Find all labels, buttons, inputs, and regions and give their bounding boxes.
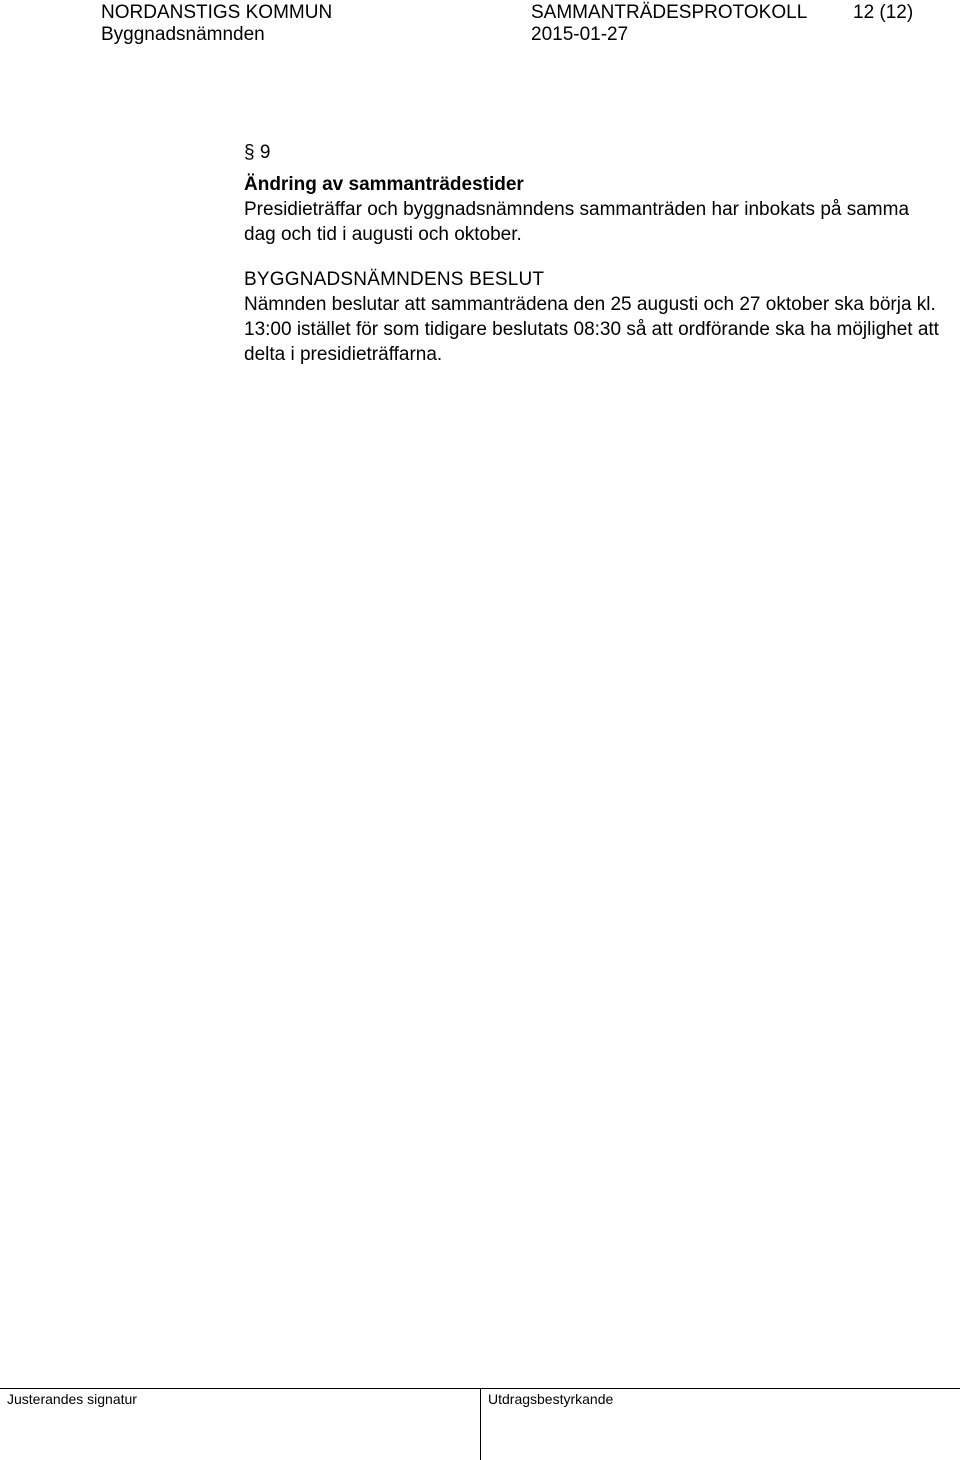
page-number: 12 (12) <box>853 2 914 23</box>
signature-label: Justerandes signatur <box>7 1391 137 1407</box>
paragraph-number: § 9 <box>244 142 271 163</box>
footer-divider <box>480 1389 481 1460</box>
document-type: SAMMANTRÄDESPROTOKOLL <box>531 2 808 23</box>
section-text: Presidieträffar och byggnadsnämndens sammanträden har inbokats på samma dag och tid i augusti och oktober. <box>244 199 910 245</box>
meeting-date: 2015-01-27 <box>531 24 629 45</box>
header-middle <box>531 2 807 46</box>
committee-name: Byggnadsnämnden <box>101 24 265 45</box>
decision-heading: BYGGNADSNÄMNDENS BESLUT <box>244 269 545 290</box>
section-content <box>244 140 944 367</box>
section-title: Ändring av sammanträdestider <box>244 174 524 195</box>
header-left <box>101 2 332 46</box>
organization-name: NORDANSTIGS KOMMUN <box>101 2 333 23</box>
certification-label: Utdragsbestyrkande <box>488 1391 614 1407</box>
decision-text: Nämnden beslutar att sammanträdena den 25 augusti och 27 oktober ska börja kl. 13:00 istället för som tidigare beslutats 08:30 så att ordförande ska ha möjlighet att delta i presidieträffarna. <box>244 294 939 365</box>
signature-footer <box>0 1388 960 1460</box>
